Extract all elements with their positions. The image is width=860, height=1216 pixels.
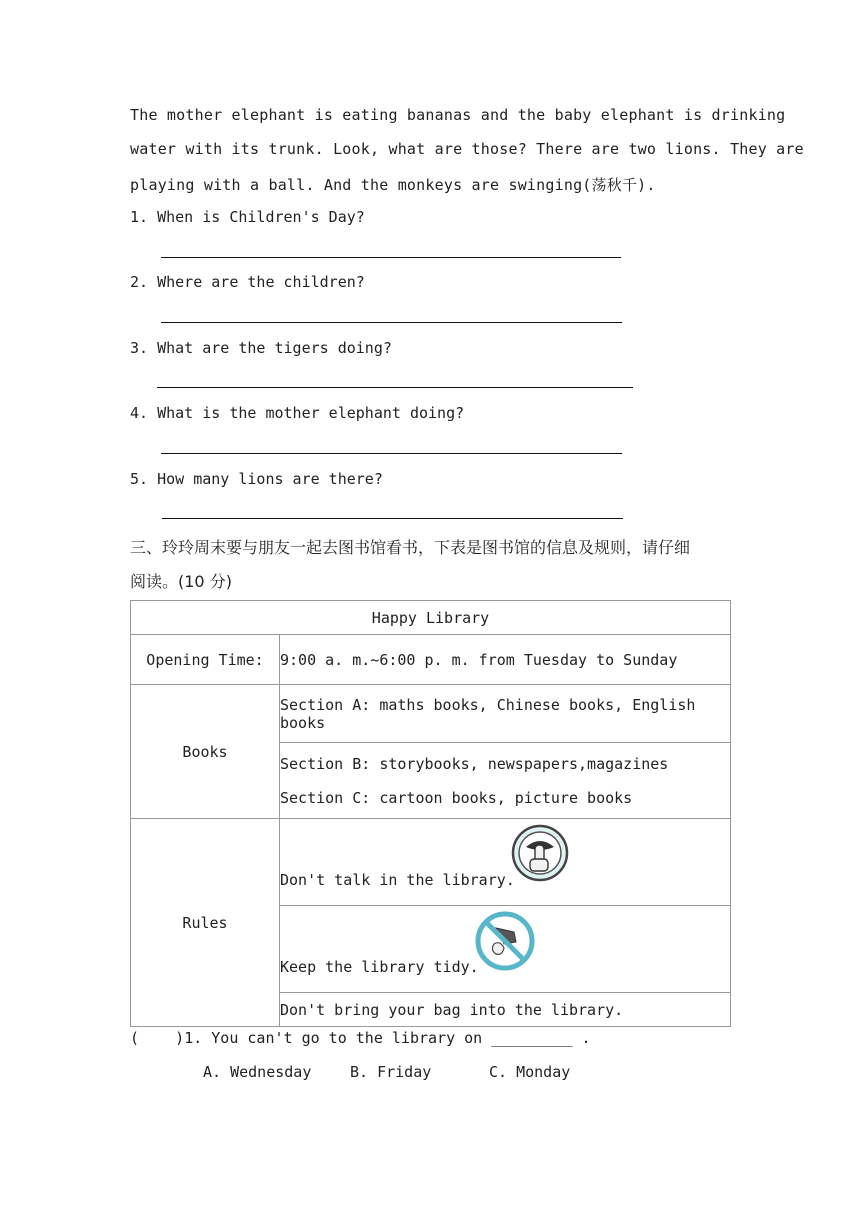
passage-line-2: water with its trunk. Look, what are those? There are two lions. They are: [130, 140, 804, 158]
question-4: 4. What is the mother elephant doing?: [130, 404, 465, 422]
option-c[interactable]: C. Monday: [489, 1063, 571, 1081]
option-b[interactable]: B. Friday: [350, 1063, 432, 1081]
books-label: Books: [131, 685, 280, 819]
mc-question-stem: 1. You can't go to the library on: [184, 1029, 483, 1047]
answer-line-3[interactable]: [157, 387, 633, 388]
library-title: Happy Library: [131, 601, 731, 635]
answer-line-4[interactable]: [161, 453, 622, 454]
rules-label: Rules: [131, 819, 280, 1027]
no-littering-icon: [474, 910, 536, 972]
answer-line-1[interactable]: [161, 257, 621, 258]
section-c: Section C: cartoon books, picture books: [280, 788, 633, 807]
opening-time-label: Opening Time:: [131, 635, 280, 685]
section3-heading-line-2: 阅读。(10 分): [130, 572, 232, 591]
option-a[interactable]: A. Wednesday: [203, 1063, 312, 1081]
section-bc-cell: [280, 743, 731, 819]
section3-heading-line-1: 三、玲玲周末要与朋友一起去图书馆看书，下表是图书馆的信息及规则，请仔细: [130, 538, 691, 557]
rule-3: Don't bring your bag into the library.: [280, 993, 731, 1027]
library-info-table: [130, 600, 731, 1027]
rule-2-cell: [280, 906, 731, 993]
answer-line-5[interactable]: [162, 518, 623, 519]
rule-2: Keep the library tidy.: [280, 958, 479, 976]
question-3: 3. What are the tigers doing?: [130, 339, 392, 357]
rule-1-cell: [280, 819, 731, 906]
mc-question-1: [130, 1029, 591, 1047]
opening-time-value: 9:00 a. m.~6:00 p. m. from Tuesday to Sunday: [280, 635, 731, 685]
passage-line-1: The mother elephant is eating bananas and the baby elephant is drinking: [130, 106, 786, 124]
question-2: 2. Where are the children?: [130, 273, 365, 291]
question-5: 5. How many lions are there?: [130, 470, 383, 488]
mc-question-blank[interactable]: _________: [491, 1029, 573, 1047]
passage-line-3: playing with a ball. And the monkeys are swinging(荡秋千).: [130, 176, 656, 194]
answer-bracket[interactable]: ( ): [130, 1029, 185, 1047]
rule-1: Don't talk in the library.: [280, 871, 515, 889]
no-talking-icon: [510, 823, 570, 883]
section-a: Section A: maths books, Chinese books, English books: [280, 685, 731, 743]
question-1: 1. When is Children's Day?: [130, 208, 365, 226]
section-b: Section B: storybooks, newspapers,magazines: [280, 754, 669, 773]
mc-question-end: .: [581, 1029, 591, 1047]
answer-line-2[interactable]: [161, 322, 622, 323]
